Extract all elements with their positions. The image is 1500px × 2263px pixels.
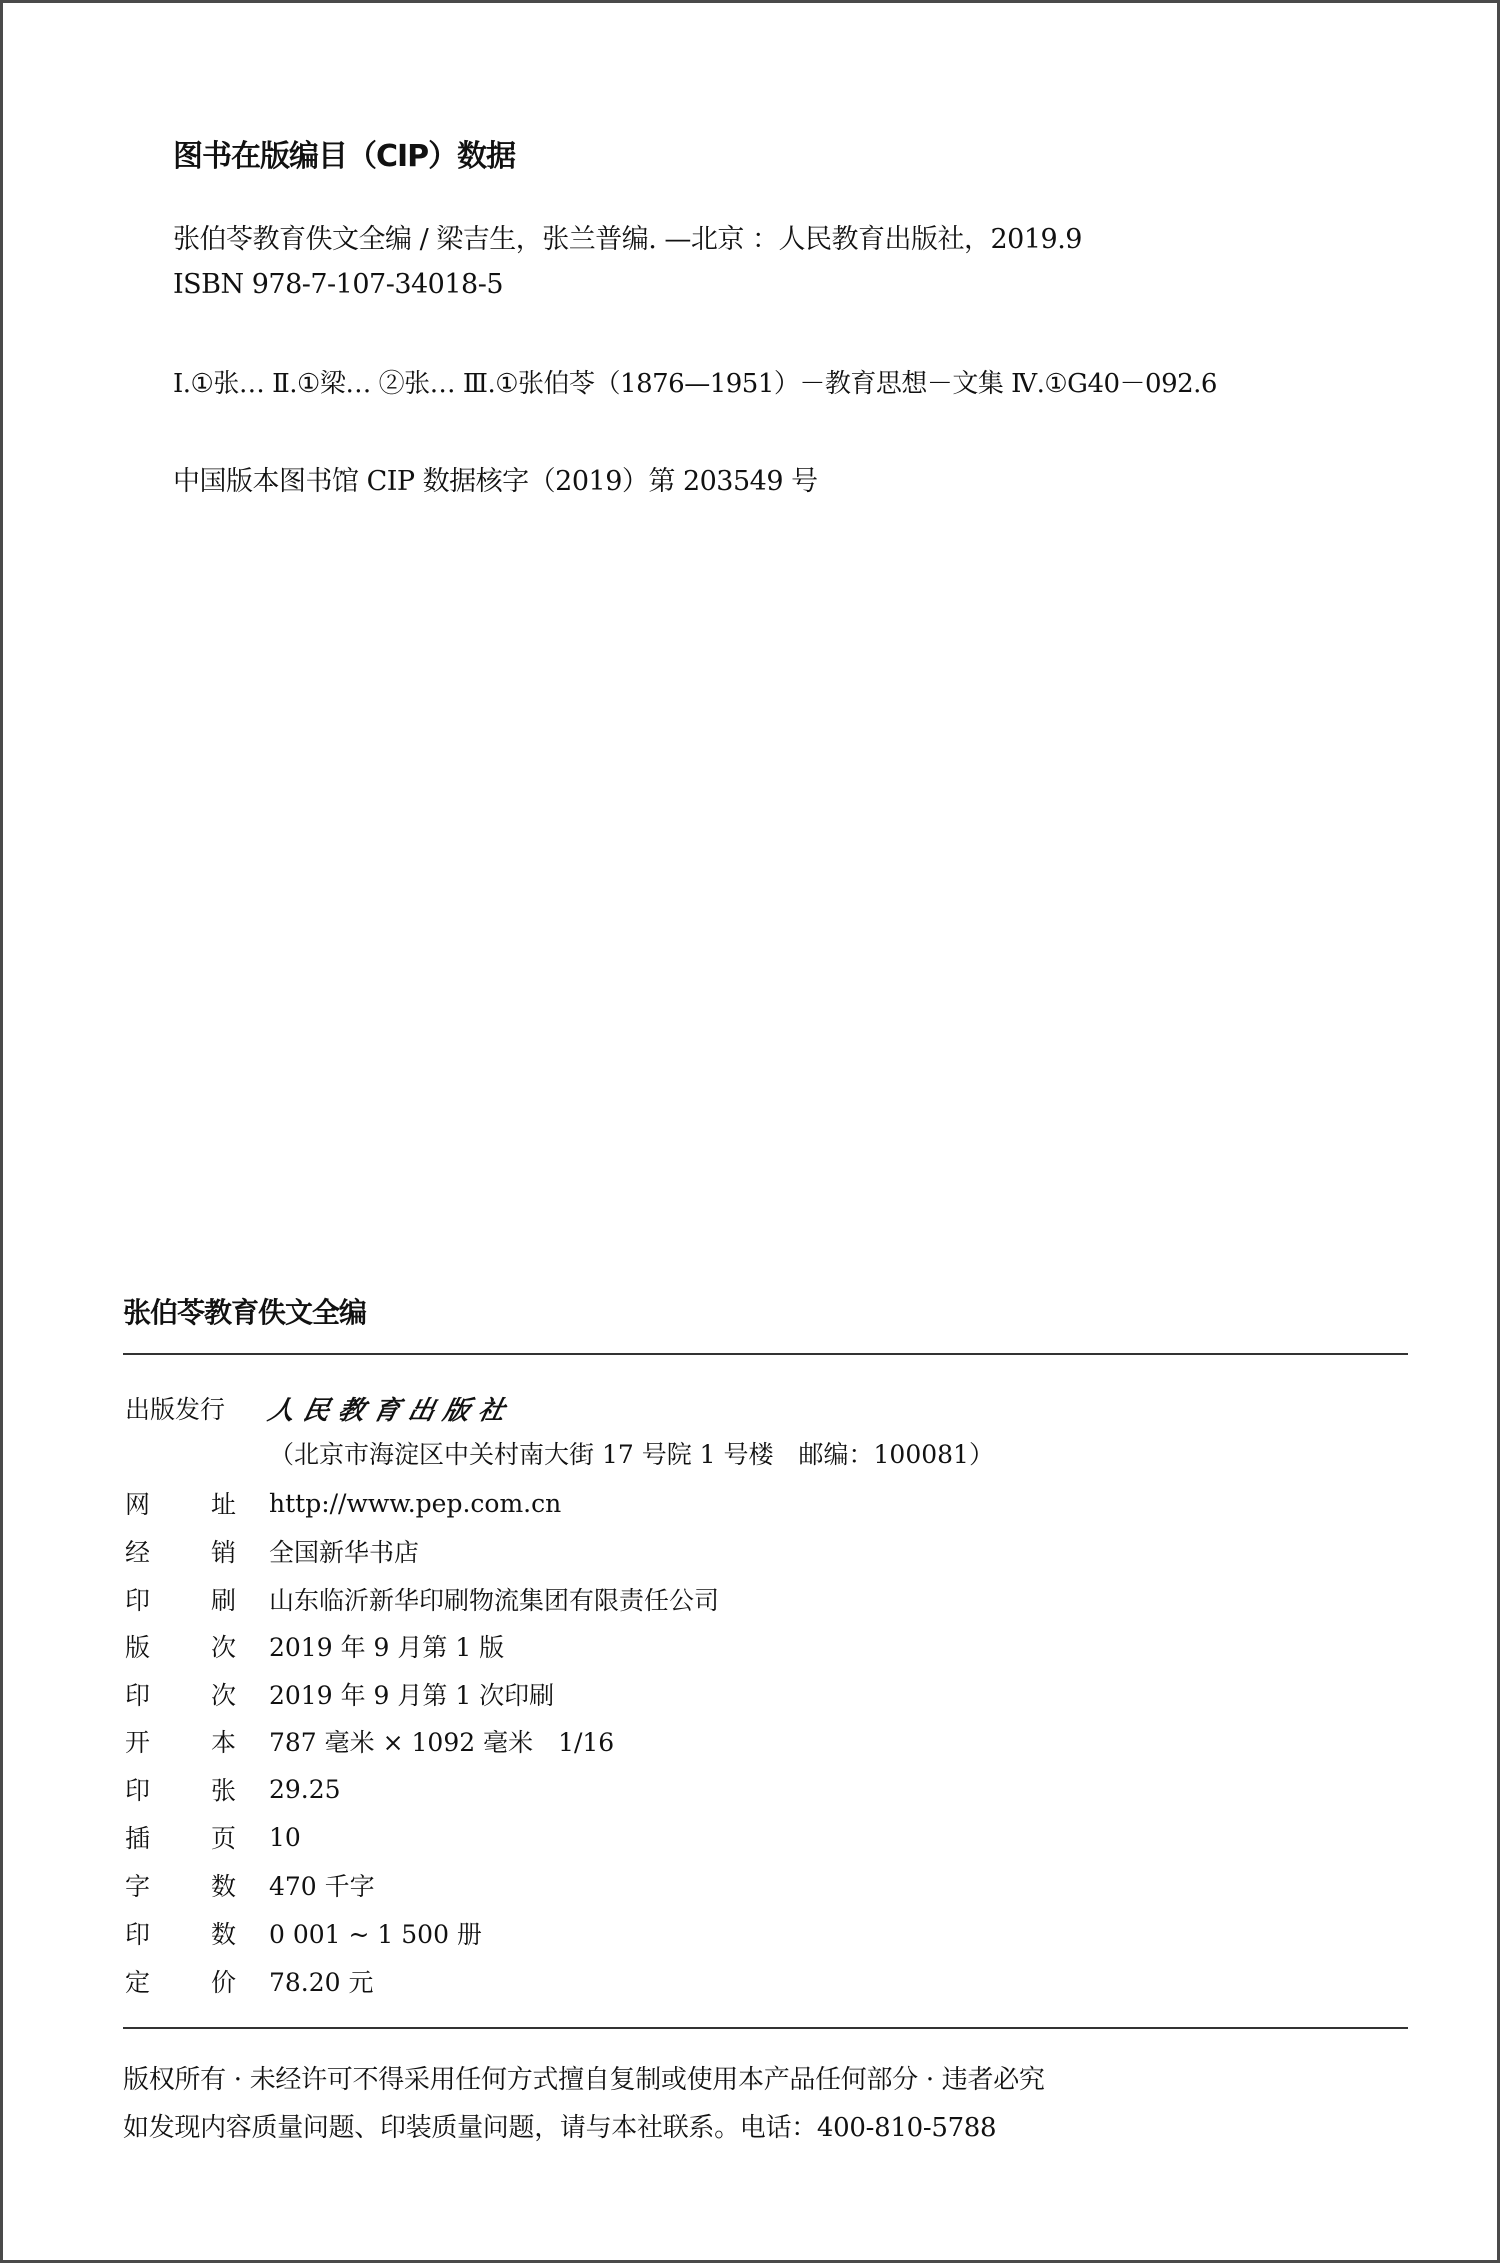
publisher-label: 出版发行	[125, 1395, 226, 1424]
colophon-row-website: 网 址 http://www.pep.com.cn	[125, 1488, 562, 1519]
colophon-row-distributor: 经 销 全国新华书店	[125, 1538, 420, 1567]
colophon-row-sheets: 印 张 29.25	[125, 1774, 341, 1805]
colophon-row-inserts: 插 页 10	[125, 1822, 301, 1853]
website-link[interactable]: http://www.pep.com.cn	[269, 1488, 562, 1518]
colophon-row-word-count: 字 数 470 千字	[125, 1872, 375, 1901]
divider-top	[123, 1353, 1408, 1355]
quality-notice: 如发现内容质量问题、印装质量问题，请与本社联系。电话：400-810-5788	[123, 2113, 997, 2143]
colophon-row-printer: 印 刷 山东临沂新华印刷物流集团有限责任公司	[125, 1586, 720, 1615]
colophon-row-print-run: 印 数 0 001 ~ 1 500 册	[125, 1920, 482, 1949]
colophon-row-format: 开 本 787 毫米 × 1092 毫米 1/16	[125, 1728, 615, 1757]
cip-bibliographic-line: 张伯苓教育佚文全编 / 梁吉生，张兰普编. —北京 ：人民教育出版社，2019.9	[173, 224, 1082, 255]
cip-classification: Ⅰ.①张… Ⅱ.①梁… ②张… Ⅲ.①张伯苓（1876—1951）－教育思想－文集 Ⅳ.①G40－092.6	[173, 369, 1217, 399]
colophon-row-price: 定 价 78.20 元	[125, 1968, 374, 1997]
colophon-row-printing: 印 次 2019 年 9 月第 1 次印刷	[125, 1681, 555, 1710]
colophon-row-edition: 版 次 2019 年 9 月第 1 版	[125, 1633, 505, 1662]
copyright-notice: 版权所有 · 未经许可不得采用任何方式擅自复制或使用本产品任何部分 · 违者必究	[123, 2065, 1045, 2095]
cip-verification-number: 中国版本图书馆 CIP 数据核字（2019）第 203549 号	[173, 466, 818, 497]
cip-heading: 图书在版编目（CIP）数据	[173, 139, 516, 174]
divider-bottom	[123, 2027, 1408, 2029]
cip-isbn: ISBN 978-7-107-34018-5	[173, 269, 504, 300]
publisher-row	[125, 1388, 517, 1428]
colophon-book-title: 张伯苓教育佚文全编	[123, 1296, 367, 1329]
publisher-address: （北京市海淀区中关村南大街 17 号院 1 号楼 邮编：100081）	[269, 1440, 994, 1469]
publisher-logo: 人民教育出版社	[265, 1395, 517, 1426]
